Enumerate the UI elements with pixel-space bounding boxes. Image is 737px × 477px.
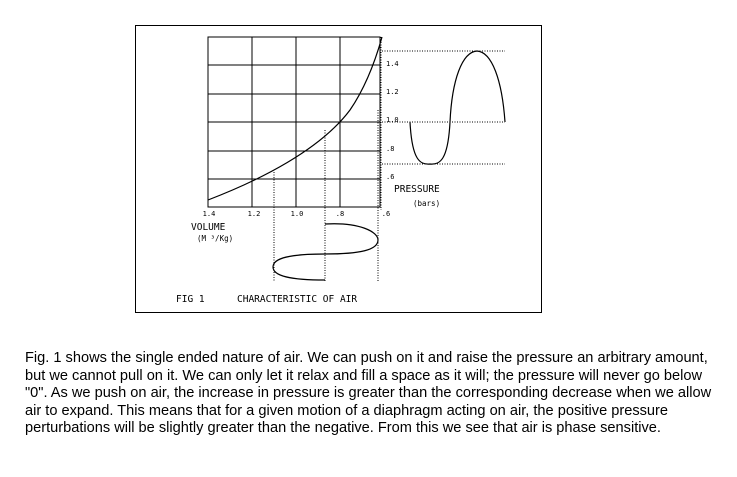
pressure-axis-label: PRESSURE: [394, 184, 440, 195]
pressure-tick-labels: [386, 60, 399, 181]
volume-waveform: [273, 224, 378, 280]
pressure-axis-units: (bars): [413, 199, 441, 208]
volume-axis-units: (M ³/Kg): [197, 234, 234, 243]
pressure-tick-label: .6: [386, 173, 395, 181]
grid: [208, 37, 380, 207]
volume-tick-label: 1.0: [290, 210, 304, 218]
volume-tick-label: .6: [381, 210, 391, 218]
pressure-tick-label: 1.2: [386, 88, 399, 96]
volume-tick-label: 1.2: [247, 210, 261, 218]
volume-axis-label: VOLUME: [191, 222, 226, 233]
volume-tick-label: 1.4: [202, 210, 216, 218]
volume-tick-label: .8: [335, 210, 345, 218]
pressure-tick-label: 1.0: [386, 116, 399, 124]
pressure-tick-label: .8: [386, 145, 395, 153]
pressure-reference-lines: [382, 51, 505, 164]
figure-title: CHARACTERISTIC OF AIR: [237, 294, 358, 305]
characteristic-curve: [208, 37, 382, 200]
figure-label: FIG 1: [176, 294, 205, 305]
volume-tick-labels: [203, 210, 391, 218]
pressure-tick-label: 1.4: [386, 60, 399, 68]
pressure-waveform: [410, 51, 505, 164]
figure-caption-paragraph: Fig. 1 shows the single ended nature of air. We can push on it and raise the pressure an arbitrary amount, but we cannot pull on it. We can only let it relax and fill a space as it will; the pressure will never go below "0". As we push on air, the increase in pressure is greater than the corresponding decrease when we allow air to expand. This means that for a given motion of a diaphragm acting on air, the positive pressure perturbations will be slightly greater than the negative. From this we see that air is phase sensitive.: [25, 350, 712, 436]
